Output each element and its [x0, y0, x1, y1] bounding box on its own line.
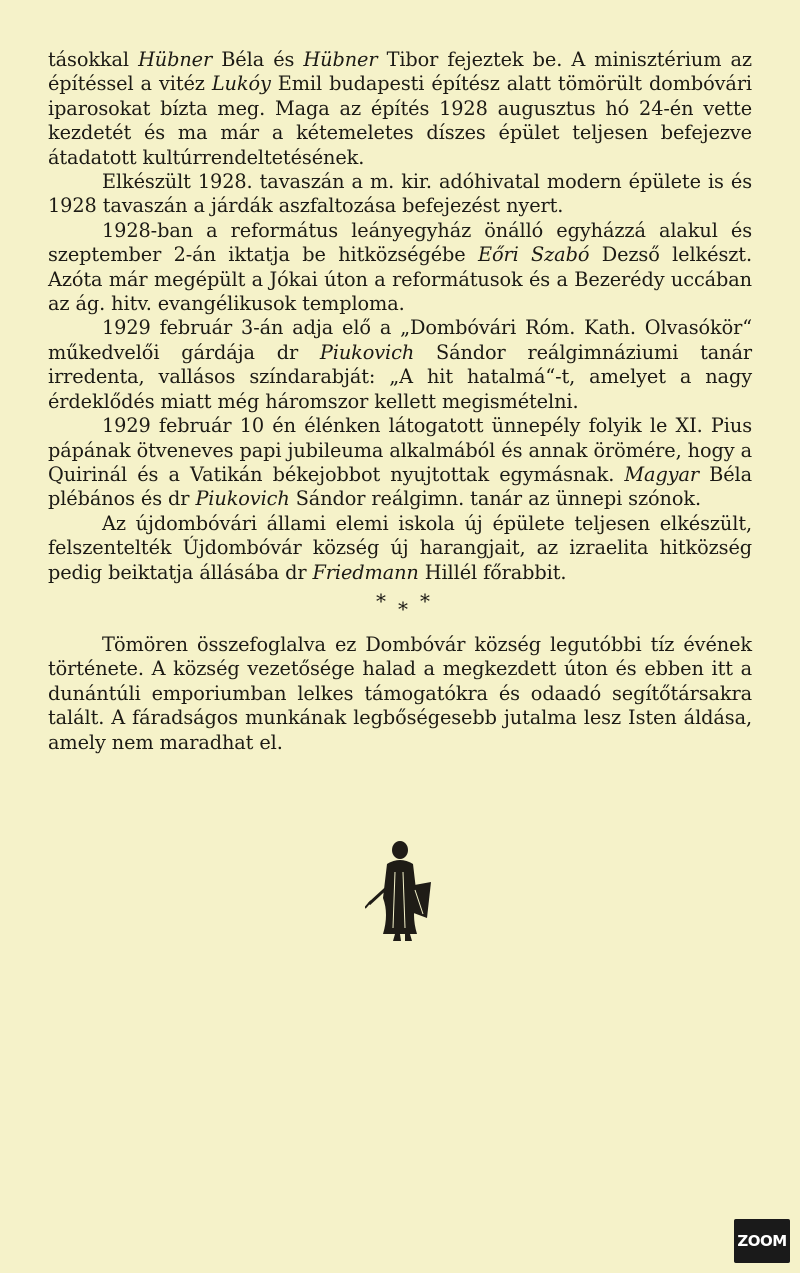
asterisk: * — [376, 588, 386, 613]
page-text — [48, 48, 752, 755]
zoom-logo-button[interactable]: ZOOM — [734, 1219, 790, 1263]
italic-name: Magyar — [624, 462, 699, 486]
italic-name: Eőri Szabó — [477, 243, 590, 267]
paragraph-2: Elkészült 1928. tavaszán a m. kir. adóhivatal modern épülete is és 1928 tavaszán a járdák aszfaltozása befejezést nyert. — [48, 170, 752, 218]
italic-name: Hübner — [303, 48, 378, 71]
paragraph-6: Az újdombóvári állami elemi iskola új épülete teljesen elkészült, felszentelték Újdombóvár község új harangjait, az izraelita hitközség pedig beiktatja állásába dr Friedmann Hillél főrabbit. — [48, 511, 752, 584]
paragraph-4: 1929 február 3-án adja elő a „Dombóvári Róm. Kath. Olvasókör“ műkedvelői gárdája dr Piukovich Sándor reálgimnáziumi tanár irredenta, vallásos színdarabját: „A hit hatalmá“-t, amelyet a nagy érdeklődés miatt még háromszor kellett megismételni. — [48, 316, 752, 413]
italic-name: Hübner — [138, 48, 213, 71]
asterisk: * — [398, 596, 408, 621]
italic-name: Friedmann — [312, 560, 419, 584]
paragraph-1: tásokkal Hübner Béla és Hübner Tibor fejeztek be. A minisztérium az építéssel a vitéz Lukóy Emil budapesti építész alatt tömörült dombóvári iparosokat bízta meg. Maga az építés 1928 augusztus hó 24-én vette kezdetét és ma már a kétemeletes díszes épület teljesen befejezve átadatott kultúrrendeltetésének. — [48, 48, 752, 169]
italic-name: Piukovich — [195, 487, 290, 511]
paragraph-5: 1929 február 10 én élénken látogatott ünnepély folyik le XI. Pius pápának ötveneves papi jubileuma alkalmából és annak örömére, hogy a Quirinál és a Vatikán békejobbot nyujtottak egymásnak. Magyar Béla plébános és dr Piukovich Sándor reálgimn. tanár az ünnepi szónok. — [48, 414, 753, 511]
italic-name: Lukóy — [211, 72, 271, 96]
asterisk: * — [420, 588, 430, 613]
paragraph-3: 1928-ban a református leányegyház önálló egyházzá alakul és szeptember 2-án iktatja be hitközségébe Eőri Szabó Dezső lelkészt. Azóta már megépült a Jókai úton a reformátusok és a Bezerédy uccában az ág. hitv. evangélikusok temploma. — [48, 218, 752, 316]
paragraph-7: Tömören összefoglalva ez Dombóvár község legutóbbi tíz évének története. A község vezetősége halad a megkezdett úton és ebben itt a dunántúli emporiumban lelkes támogatókra és odaadó segítőtársakra talált. A fáradságos munkának legbőségesebb jutalma lesz Isten áldása, amely nem maradhat el. — [48, 632, 752, 754]
italic-name: Piukovich — [319, 340, 415, 364]
knight-vignette-icon — [365, 838, 435, 942]
section-separator-asterisks — [48, 585, 752, 633]
